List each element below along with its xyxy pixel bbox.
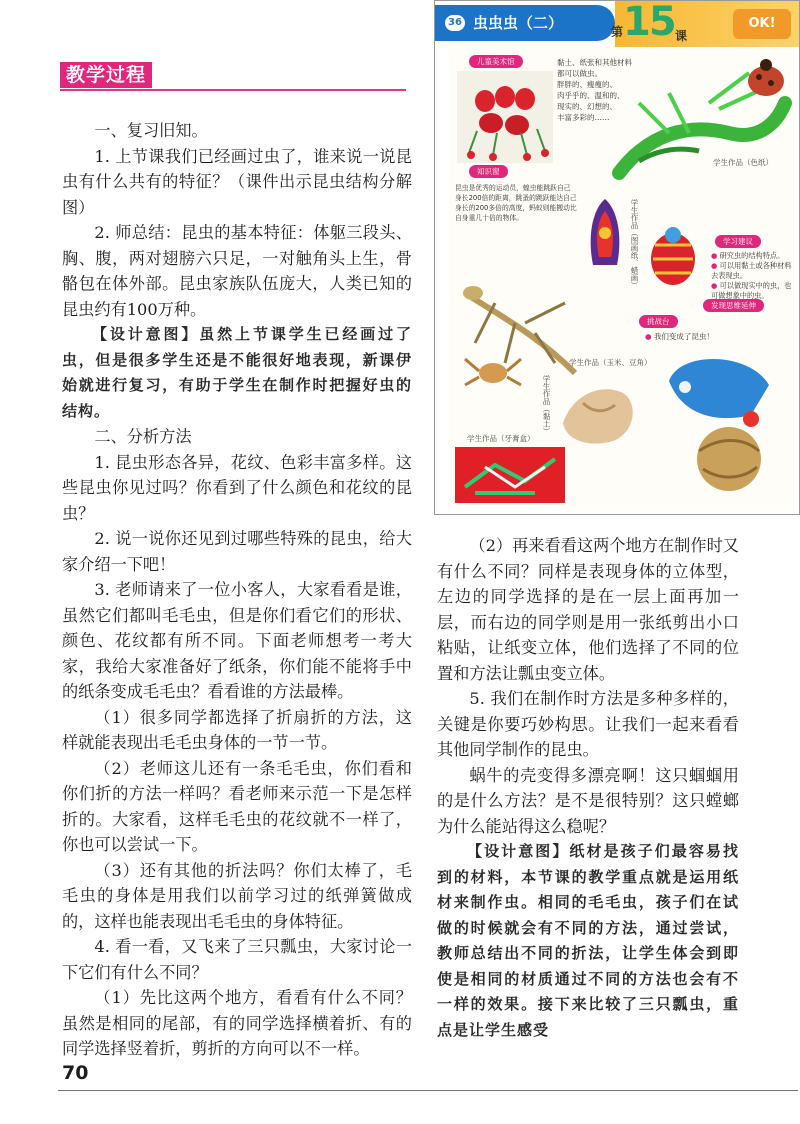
clay-ladybug-artwork [743, 55, 789, 101]
body-paragraph: 2. 说一说你还见到过哪些特殊的昆虫，给大家介绍一下吧！ [62, 529, 412, 574]
lesson-suffix: 课 [675, 29, 688, 43]
intro-line: 胖胖的、瘦瘦的、 [557, 80, 617, 89]
learning-tip: ● 研究虫的结构特点。 [711, 251, 793, 261]
pill-knowledge: 知识窗 [469, 165, 508, 178]
toy-snail-and-ball-artwork [659, 341, 779, 497]
section-title: 教学过程 [60, 62, 152, 88]
body-paragraph: 1. 上节课我们已经画过虫了，谁来说一说昆虫有什么共有的特征？（课件出示昆虫结构分解图） [62, 146, 412, 217]
body-paragraph: （3）还有其他的折法吗？你们太棒了，毛毛虫的身体是用我们以前学习过的纸弹簧做成的，这样也能表现出毛毛虫的身体特征。 [62, 860, 412, 931]
caption-corn: 学生作品（玉米、豆角） [569, 358, 652, 367]
toothpaste-box-grasshopper-artwork [455, 447, 565, 503]
learning-tip: ● 可以做现实中的虫，也可做想象中的虫。 [711, 281, 793, 301]
design-intent-tag: 【设计意图】 [467, 842, 570, 860]
body-paragraph: （1）先比这两个地方，看看有什么不同？虽然是相同的尾部，有的同学选择横着折、有的同学选择竖着折，剪折的方向可以不一样。 [62, 988, 412, 1058]
textbook-title: 虫虫虫（二） [473, 14, 564, 32]
body-paragraph: （2）老师这儿还有一条毛毛虫，你们看和你们折的方法一样吗？看老师来示范一下是怎样折的。大家看，这样毛毛虫的花纹就不一样了，你也可以尝试一下。 [62, 758, 412, 854]
pill-thinking: 发现思维延伸 [703, 299, 764, 312]
intro-line: 肉乎乎的、温和的、 [557, 91, 625, 100]
caption-painting: 学生作品（图画纸、蜡画） [630, 199, 639, 289]
design-intent-tag: 【设计意图】 [92, 325, 200, 343]
textbook-content [449, 49, 795, 509]
intro-line: 丰富多彩的…… [557, 113, 610, 122]
clay-spider-artwork [463, 351, 523, 391]
knowledge-text: 昆虫是优秀的运动员，蝗虫能跳跃自己身长200倍的距离，跳蚤的跳跃能达自己身长的200多倍的高度，蚂蚁则能搬动比自身重几十倍的物体。 [455, 184, 577, 222]
page-number: 70 [62, 1062, 89, 1084]
section-heading: 二、分析方法 [94, 427, 192, 446]
design-intent-text: 纸材是孩子们最容易找到的材料，本节课的教学重点就是运用纸材来制作虫。相同的毛毛虫，孩子们在试做的时候就会有不同的方法，通过尝试，教师总结出不同的折法，让学生体会到即使是相同的材质通过不同的方法也会有不一样的效果。接下来比较了三只瓢虫，重点是让学生感受 [437, 842, 739, 1039]
right-text-column [437, 533, 739, 1043]
design-intent-text: 虽然上节课学生已经画过了虫，但是很多学生还是不能很好地表现，新课伊始就进行复习，有助于学生在制作时把握好虫的结构。 [62, 325, 412, 420]
pill-challenge: 挑战台 [639, 315, 678, 328]
intro-line: 现实的、幻想的、 [557, 102, 617, 111]
pill-gallery: 儿童美术馆 [469, 55, 523, 68]
intro-line: 都可以做虫。 [557, 69, 602, 78]
design-intent-paragraph [62, 322, 412, 424]
body-paragraph: 蜗牛的壳变得多漂亮啊！这只蝈蝈用的是什么方法？是不是很特别？这只螳螂为什么能站得这么稳呢？ [437, 765, 739, 836]
design-intent-paragraph [437, 839, 739, 1043]
left-text-column [62, 118, 412, 1062]
body-paragraph: 1. 昆虫形态各异，花纹、色彩丰富多样。这些昆虫你见过吗？你看到了什么颜色和花纹的昆虫？ [62, 452, 412, 523]
colorful-bug-artwork [643, 225, 703, 289]
textbook-banner [435, 1, 800, 47]
body-paragraph: 3. 老师请来了一位小客人，大家看看是谁，虽然它们都叫毛毛虫，但是你们看它们的形状、颜色、花纹都有所不同。下面老师想考一考大家，我给大家准备好了纸条，你们能不能将手中的纸条变成毛毛虫？看看谁的方法最棒。 [62, 580, 412, 701]
challenge-text: ● 我们变成了昆虫！ [645, 332, 714, 341]
learning-tip: ● 可以用黏土或各种材料去表现虫。 [711, 261, 793, 281]
body-paragraph: （1）很多同学都选择了折扇折的方法，这样就能表现出毛毛虫身体的一节一节。 [62, 707, 412, 752]
textbook-page-image [434, 0, 800, 515]
caption-toothpaste: 学生作品（牙膏盒） [467, 434, 535, 443]
body-paragraph: 5. 我们在制作时方法是多种多样的，关键是你要巧妙构思。让我们一起来看看其他同学制作的昆虫。 [437, 689, 739, 759]
intro-line: 黏土、纸张和其他材料 [557, 58, 632, 67]
body-paragraph: 2. 师总结：昆虫的基本特征：体躯三段头、胸、腹，两对翅膀六只足，一对触角头上生，骨骼包在体外部。昆虫家族队伍庞大，人类已知的昆虫约有100万种。 [62, 223, 412, 319]
lesson-prefix: 第 [611, 25, 624, 39]
ok-logo: OK! [733, 9, 791, 39]
lesson-number: 15 [623, 0, 675, 45]
red-paper-insect-artwork [457, 71, 553, 163]
pill-learning: 学习建议 [715, 235, 761, 248]
caption-clay: 学生作品（黏土） [542, 375, 551, 435]
body-paragraph: 4. 看一看，又飞来了三只瓢虫，大家讨论一下它们有什么不同？ [62, 937, 412, 982]
footer-divider [58, 1090, 798, 1091]
learning-tips [711, 251, 793, 301]
section-divider [60, 89, 406, 91]
caption-paper: 学生作品（色纸） [713, 158, 773, 167]
painted-beetle-artwork [583, 195, 627, 275]
section-heading: 一、复习旧知。 [94, 121, 208, 140]
section-header [60, 62, 406, 92]
clay-ginger-insect-artwork [553, 373, 643, 449]
body-paragraph: （2）再来看看这两个地方在制作时又有什么不同？同样是表现身体的立体型，左边的同学选择的是在一层上面再加一层，而右边的同学则是用一张纸剪出小口粘贴，让纸变立体，他们选择了不同的位置和方法让瓢虫变立体。 [437, 536, 739, 683]
textbook-page-number: 36 [445, 15, 465, 31]
